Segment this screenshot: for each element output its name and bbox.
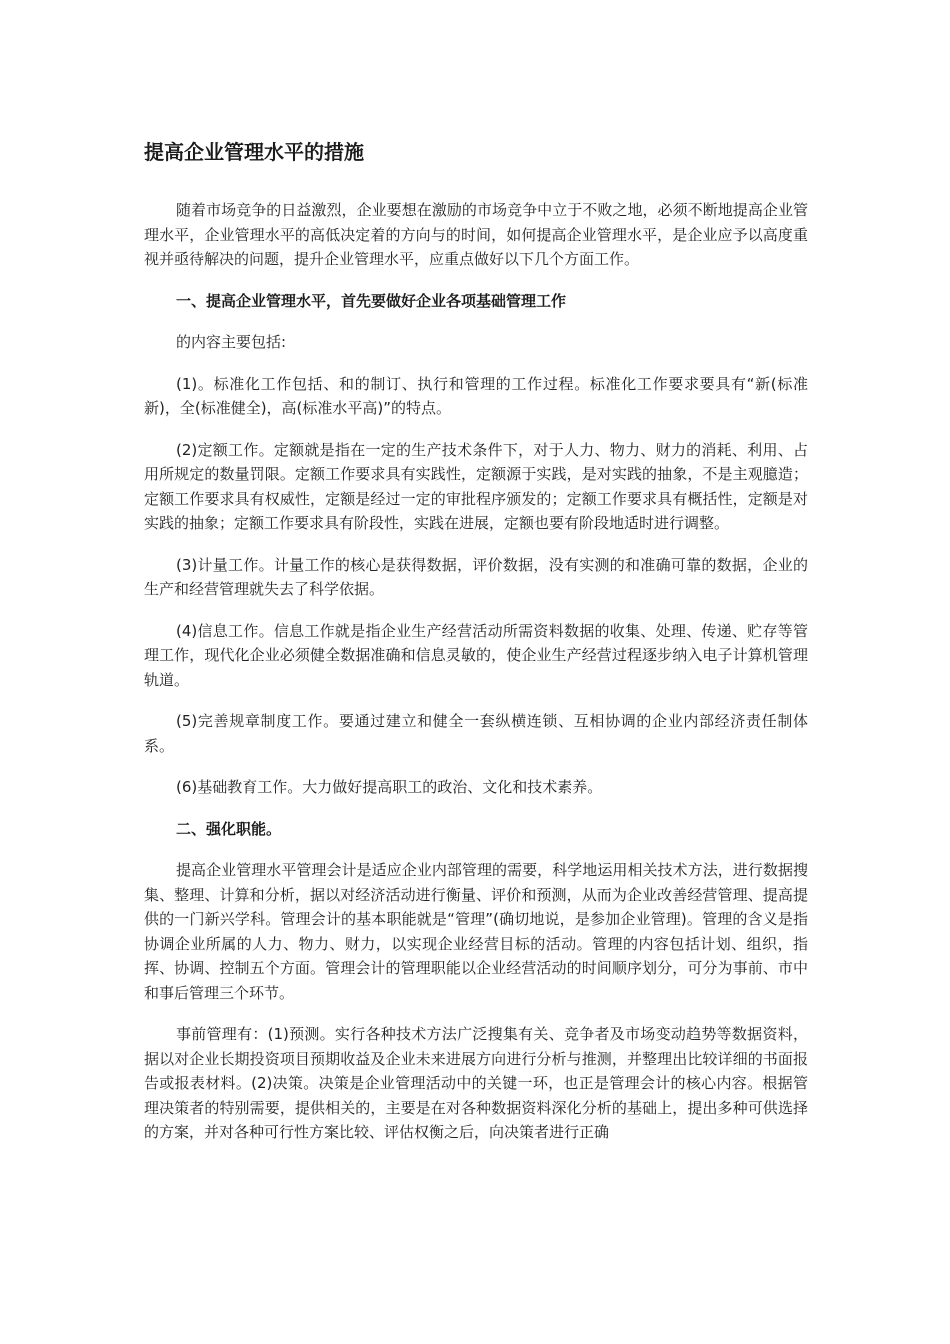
- paragraph-item-5: (5)完善规章制度工作。要通过建立和健全一套纵横连锁、互相协调的企业内部经济责任制体系。: [144, 712, 808, 755]
- paragraph-item-6: (6)基础教育工作。大力做好提高职工的政治、文化和技术素养。: [176, 778, 603, 796]
- paragraph-management-accounting: 提高企业管理水平管理会计是适应企业内部管理的需要，科学地运用相关技术方法，进行数据搜集、整理、计算和分析，据以对经济活动进行衡量、评价和预测，从而为企业改善经营管理、提高提供的一门新兴学科。管理会计的基本职能就是“管理”(确切地说，是参加企业管理)。管理的含义是指协调企业所属的人力、物力、财力，以实现企业经营目标的活动。管理的内容包括计划、组织，指挥、协调、控制五个方面。管理会计的管理职能以企业经营活动的时间顺序划分，可分为事前、市中和事后管理三个环节。: [144, 861, 808, 1002]
- paragraph-intro: 随着市场竞争的日益激烈，企业要想在激励的市场竞争中立于不败之地，必须不断地提高企业管理水平，企业管理水平的高低决定着的方向与的时间，如何提高企业管理水平，是企业应予以高度重视并亟待解决的问题，提升企业管理水平，应重点做好以下几个方面工作。: [144, 201, 808, 268]
- paragraph-contents: 的内容主要包括:: [176, 333, 287, 351]
- paragraph-pre-management: 事前管理有：(1)预测。实行各种技术方法广泛搜集有关、竞争者及市场变动趋势等数据资料，据以对企业长期投资项目预期收益及企业未来进展方向进行分析与推测，并整理出比较详细的书面报告或报表材料。(2)决策。决策是企业管理活动中的关键一环，也正是管理会计的核心内容。根据管理决策者的特别需要，提供相关的，主要是在对各种数据资料深化分析的基础上，提出多种可供选择的方案，并对各种可行性方案比较、评估权衡之后，向决策者进行正确: [144, 1025, 808, 1141]
- paragraph-item-3: (3)计量工作。计量工作的核心是获得数据，评价数据，没有实测的和准确可靠的数据，企业的生产和经营管理就失去了科学依据。: [144, 555, 808, 598]
- section-heading-2: 二、强化职能。: [176, 819, 282, 838]
- paragraph-item-4: (4)信息工作。信息工作就是指企业生产经营活动所需资料数据的收集、处理、传递、贮存等管理工作，现代化企业必须健全数据准确和信息灵敏的，使企业生产经营过程逐步纳入电子计算机管理轨道。: [144, 621, 808, 689]
- section-heading-1: 一、提高企业管理水平，首先要做好企业各项基础管理工作: [176, 291, 567, 310]
- paragraph-item-2: (2)定额工作。定额就是指在一定的生产技术条件下，对于人力、物力、财力的消耗、利用、占用所规定的数量罚限。定额工作要求具有实践性，定额源于实践，是对实践的抽象，不是主观臆造；定额工作要求具有权威性，定额是经过一定的审批程序颁发的；定额工作要求具有概括性，定额是对实践的抽象；定额工作要求具有阶段性，实践在进展，定额也要有阶段地适时进行调整。: [144, 440, 808, 532]
- paragraph-item-1: (1)。标准化工作包括、和的制订、执行和管理的工作过程。标准化工作要求要具有“新(标准新)，全(标准健全)，高(标准水平高)”的特点。: [144, 374, 808, 417]
- document-title: 提高企业管理水平的措施: [144, 140, 364, 164]
- document-page: [144, 138, 808, 1162]
